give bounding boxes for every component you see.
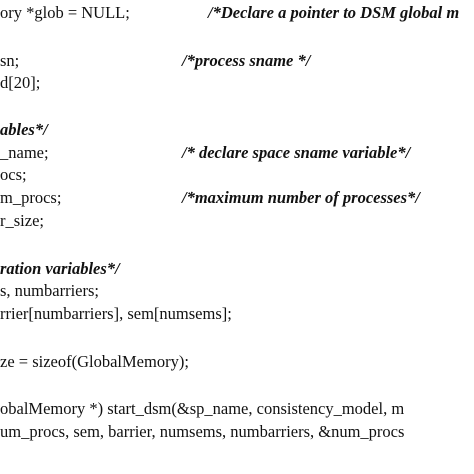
code-line-procs: ocs; (0, 165, 27, 184)
code-line-start-dsm-args: um_procs, sem, barrier, numsems, numbarriers, &num_procs (0, 422, 405, 441)
code-line-sp-name: _name; (0, 143, 49, 162)
code-line-numbarriers: s, numbarriers; (0, 281, 99, 300)
section-heading-variables: ables*/ (0, 120, 48, 139)
comment-declare-space-sname: /* declare space sname variable*/ (182, 143, 411, 162)
comment-dsm-pointer: /*Declare a pointer to DSM global m (208, 3, 460, 22)
code-line-start-dsm-call: obalMemory *) start_dsm(&sp_name, consistency_model, m (0, 399, 405, 418)
code-line-array-20: d[20]; (0, 73, 41, 92)
code-line-sizeof-globalmemory: ze = sizeof(GlobalMemory); (0, 352, 189, 371)
section-heading-synchronization-variables: ration variables*/ (0, 259, 120, 278)
comment-process-sname: /*process sname */ (182, 51, 311, 70)
comment-max-processes: /*maximum number of processes*/ (182, 188, 420, 207)
code-line-glob-declaration: ory *glob = NULL; (0, 3, 130, 22)
code-line-num-procs: m_procs; (0, 188, 62, 207)
code-line-barrier-sem-arrays: rrier[numbarriers], sem[numsems]; (0, 304, 232, 323)
code-line-sn: sn; (0, 51, 20, 70)
code-line-size: r_size; (0, 211, 44, 230)
